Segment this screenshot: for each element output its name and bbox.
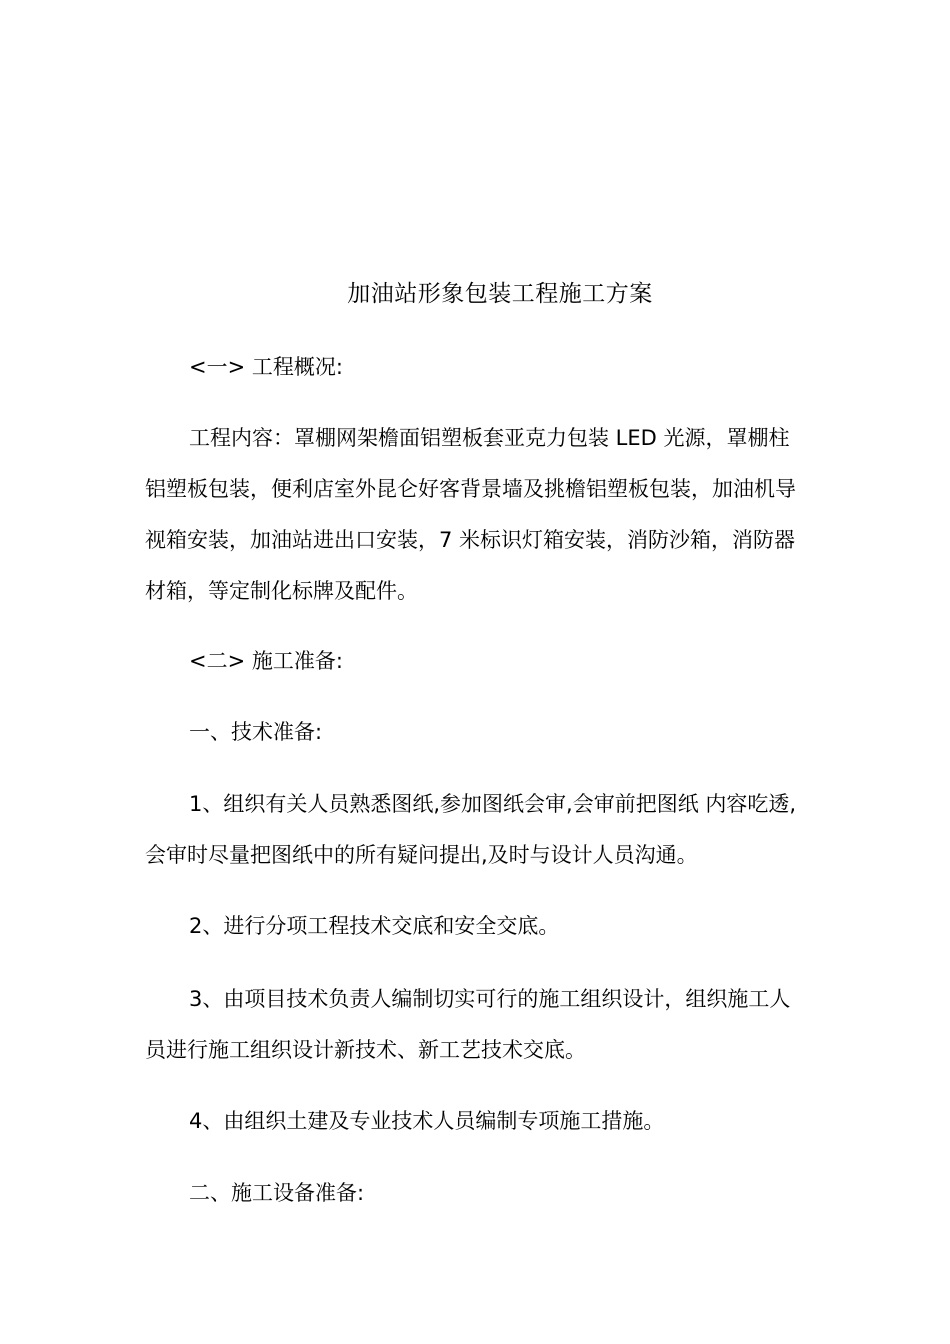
list-item-2: 2、进行分项工程技术交底和安全交底。 <box>189 914 560 938</box>
document-title: 加油站形象包装工程施工方案 <box>347 281 653 307</box>
project-content-paragraph: 工程内容：罩棚网架檐面铝塑板套亚克力包装 LED 光源，罩棚柱铝塑板包装，便利店室外昆仑好客背景墙及挑檐铝塑板包装，加油机导视箱安装，加油站进出口安装，7 米标识灯箱安装，消防沙箱，消防器材箱，等定制化标牌及配件。 <box>145 426 796 603</box>
list-item-1: 1、组织有关人员熟悉图纸,参加图纸会审,会审前把图纸 内容吃透,会审时尽量把图纸中的所有疑问提出,及时与设计人员沟通。 <box>145 792 797 867</box>
subsection-heading-equipment: 二、施工设备准备: <box>189 1181 365 1205</box>
section-heading-overview: <一> 工程概况: <box>189 355 343 379</box>
section-heading-preparation: <二> 施工准备: <box>189 649 343 673</box>
list-item-4: 4、由组织土建及专业技术人员编制专项施工措施。 <box>189 1109 665 1133</box>
subsection-heading-technical: 一、技术准备: <box>189 720 323 744</box>
list-item-3: 3、由项目技术负责人编制切实可行的施工组织设计，组织施工人 员进行施工组织设计新技术、新工艺技术交底。 <box>145 987 791 1062</box>
